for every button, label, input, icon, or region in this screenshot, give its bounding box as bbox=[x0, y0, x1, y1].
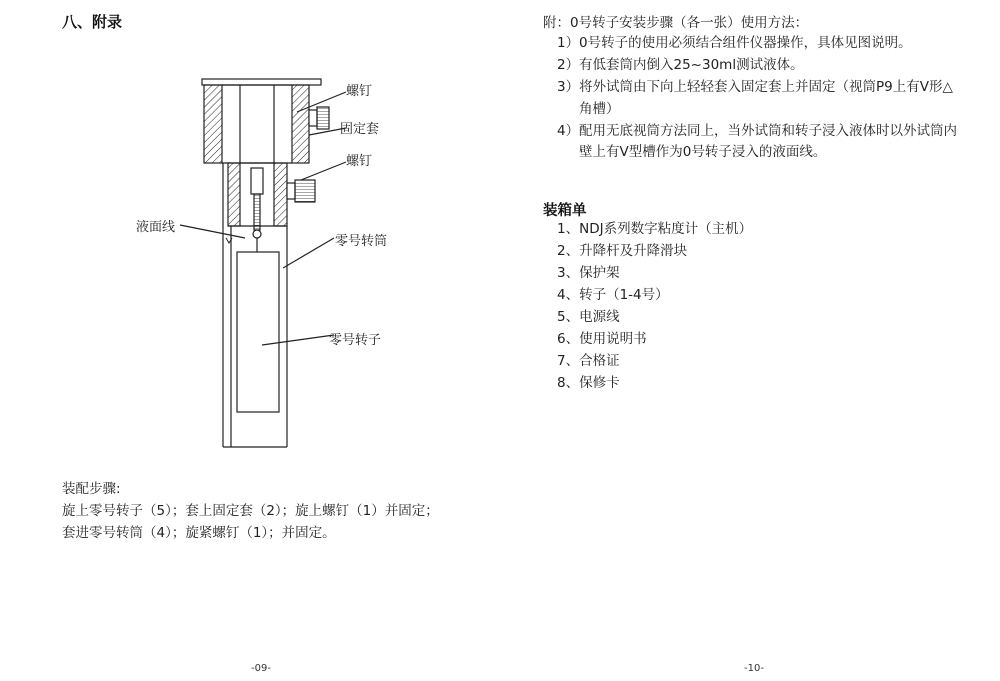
assembly-line: 旋上零号转子（5）；套上固定套（2）；旋上螺钉（1）并固定； bbox=[62, 503, 439, 519]
packing-item: 3、保护架 bbox=[557, 265, 620, 281]
housing-wall-left bbox=[204, 85, 222, 163]
step-item bbox=[557, 77, 963, 120]
step-text: 配用无底视筒方法同上，当外试筒和转子浸入液体时以外试筒内壁上有V型槽作为0号转子浸入的液面线。 bbox=[579, 122, 957, 160]
label-zero-rotor: 零号转子 bbox=[329, 333, 382, 348]
assembly-title: 装配步骤: bbox=[62, 481, 121, 497]
step-text: 将外试筒由下向上轻轻套入固定套上并固定（视筒P9上有V形△角槽） bbox=[579, 79, 953, 117]
page-number-left: -09- bbox=[251, 663, 271, 674]
section-title: 八、附录 bbox=[62, 13, 123, 31]
step-item bbox=[557, 121, 965, 164]
packing-list-title: 装箱单 bbox=[543, 203, 587, 219]
page-number-right: -10- bbox=[744, 663, 764, 674]
packing-item: 1、NDJ系列数字粘度计（主机） bbox=[557, 221, 753, 237]
label-screw-bottom: 螺钉 bbox=[346, 154, 373, 169]
screw-top-head bbox=[317, 107, 329, 129]
step-number: 1） bbox=[557, 35, 580, 51]
label-liquid-line: 液面线 bbox=[136, 220, 176, 235]
packing-item: 8、保修卡 bbox=[557, 375, 620, 391]
appendix-title: 附：0号转子安装步骤（各一张）使用方法： bbox=[543, 15, 809, 31]
top-plate bbox=[202, 79, 321, 85]
packing-item: 7、合格证 bbox=[557, 353, 620, 369]
screw-bottom-head bbox=[295, 180, 315, 202]
step-number: 3） bbox=[557, 79, 580, 95]
packing-item: 5、电源线 bbox=[557, 309, 620, 325]
step-number: 2） bbox=[557, 57, 580, 73]
packing-item: 4、转子（1-4号） bbox=[557, 287, 669, 303]
label-fixed-sleeve: 固定套 bbox=[340, 122, 380, 137]
housing-wall-right bbox=[292, 85, 309, 163]
label-zero-cylinder: 零号转筒 bbox=[335, 234, 388, 249]
packing-list bbox=[557, 218, 752, 394]
step-number: 4） bbox=[557, 122, 580, 139]
fixed-sleeve-right bbox=[274, 163, 287, 226]
step-item bbox=[557, 55, 977, 77]
step-text: 有低套筒内倒入25~30ml测试液体。 bbox=[579, 57, 804, 73]
step-item bbox=[557, 33, 977, 55]
assembly-line: 套进零号转筒（4）；旋紧螺钉（1）；并固定。 bbox=[62, 525, 336, 541]
install-steps bbox=[557, 33, 977, 164]
packing-item: 2、升降杆及升降滑块 bbox=[557, 243, 688, 259]
zero-rotor-body bbox=[237, 252, 279, 412]
step-text: 0号转子的使用必须结合组件仪器操作，具体见图说明。 bbox=[579, 35, 912, 51]
packing-item: 6、使用说明书 bbox=[557, 331, 647, 347]
label-screw-top: 螺钉 bbox=[346, 84, 373, 99]
fixed-sleeve-left bbox=[228, 163, 240, 226]
assembly-steps bbox=[62, 478, 482, 544]
